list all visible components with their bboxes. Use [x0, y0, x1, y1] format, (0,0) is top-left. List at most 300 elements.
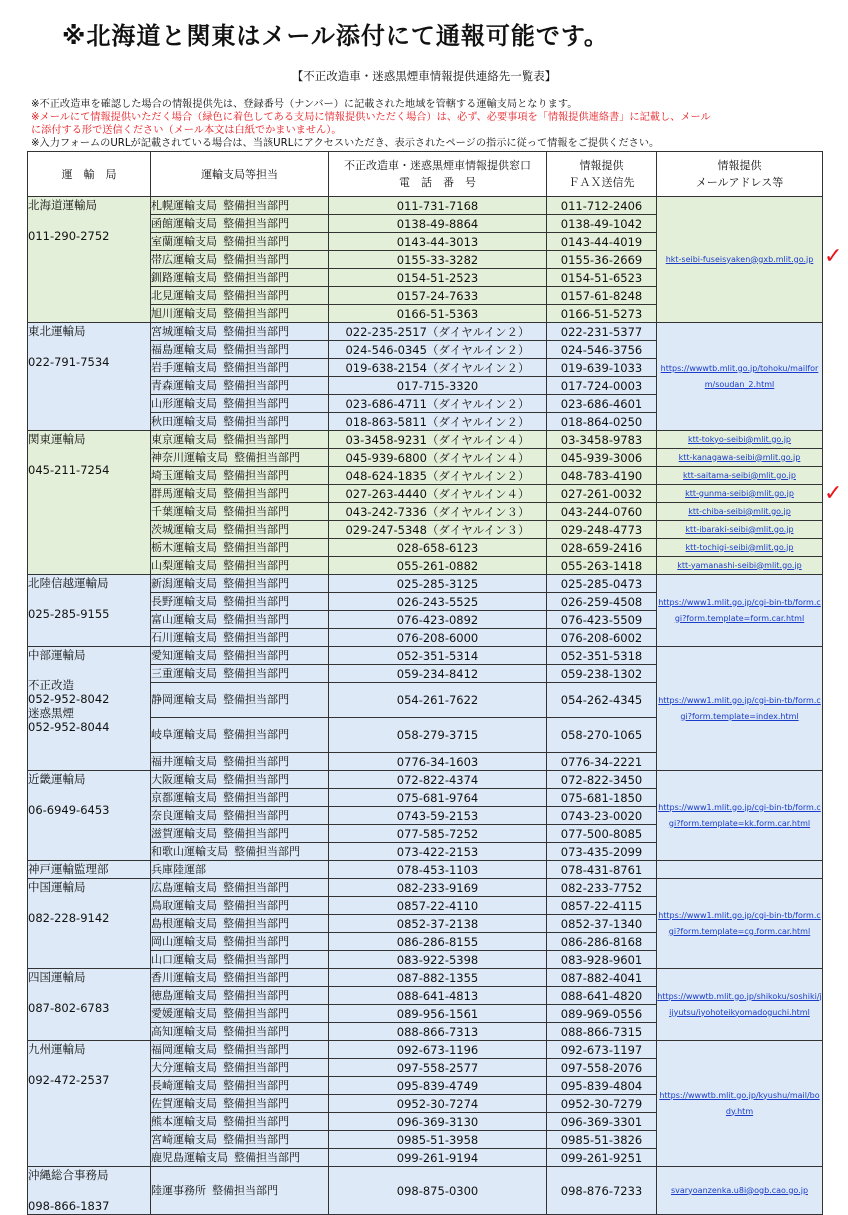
fax-cell: 017-724-0003: [547, 377, 657, 395]
branch-dept: 整備担当部門: [223, 324, 289, 338]
tel-cell: 048-624-1835（ダイヤルイン２）: [329, 467, 547, 485]
branch-dept: 整備担当部門: [223, 306, 289, 320]
branch-name: 山形運輸支局: [151, 396, 217, 410]
tel-cell: 075-681-9764: [329, 789, 547, 807]
fax-cell: 072-822-3450: [547, 771, 657, 789]
fax-cell: 018-864-0250: [547, 413, 657, 431]
branch-cell: [151, 593, 329, 611]
table-row: [28, 879, 823, 897]
branch-name: 千葉運輸支局: [151, 504, 217, 518]
branch-name: 滋賀運輸支局: [151, 826, 217, 840]
fax-cell: 011-712-2406: [547, 197, 657, 215]
table-row: [28, 197, 823, 215]
branch-cell: [151, 485, 329, 503]
branch-name: 新潟運輸支局: [151, 576, 217, 590]
header-fax: [547, 152, 657, 197]
email-link[interactable]: ktt-chiba-seibi@mlit.go.jp: [657, 503, 823, 521]
fax-cell: 019-639-1033: [547, 359, 657, 377]
branch-dept: 整備担当部門: [223, 1042, 289, 1056]
branch-cell: [151, 753, 329, 771]
tel-cell: 087-882-1355: [329, 969, 547, 987]
fax-cell: 086-286-8168: [547, 933, 657, 951]
tel-cell: 095-839-4749: [329, 1077, 547, 1095]
fax-cell: 052-351-5318: [547, 647, 657, 665]
bureau-cell: [28, 323, 151, 431]
branch-dept: 整備担当部門: [223, 666, 289, 680]
fax-cell: 048-783-4190: [547, 467, 657, 485]
branch-cell: [151, 197, 329, 215]
bureau-phone: 06-6949-6453: [28, 803, 110, 817]
branch-dept: 整備担当部門: [223, 540, 289, 554]
bureau-phone: 098-866-1837: [28, 1199, 110, 1213]
branch-name: 大阪運輸支局: [151, 772, 217, 786]
tel-cell: 096-369-3130: [329, 1113, 547, 1131]
branch-cell: [151, 825, 329, 843]
bureau-cell: [28, 771, 151, 861]
branch-dept: 整備担当部門: [223, 648, 289, 662]
branch-dept: 整備担当部門: [223, 1132, 289, 1146]
header-email: [657, 152, 823, 197]
branch-cell: [151, 771, 329, 789]
note-email-2: に添付する形で送信ください（メール本文は白紙でかまいません）。: [31, 125, 342, 136]
branch-name: 陸運事務所: [151, 1183, 206, 1197]
branch-dept: 整備担当部門: [223, 728, 289, 741]
fax-cell: 082-233-7752: [547, 879, 657, 897]
fax-cell: 045-939-3006: [547, 449, 657, 467]
tel-cell: 058-279-3715: [329, 718, 547, 753]
fax-cell: 059-238-1302: [547, 665, 657, 683]
tel-cell: 0857-22-4110: [329, 897, 547, 915]
branch-cell: [151, 879, 329, 897]
contact-link[interactable]: svaryoanzenka.u8i@ogb.cao.go.jp: [657, 1167, 823, 1215]
tel-cell: 011-731-7168: [329, 197, 547, 215]
fax-cell: 088-641-4820: [547, 987, 657, 1005]
branch-cell: [151, 718, 329, 753]
tel-cell: 052-351-5314: [329, 647, 547, 665]
branch-dept: 整備担当部門: [223, 288, 289, 302]
fax-cell: 024-546-3756: [547, 341, 657, 359]
branch-dept: 整備担当部門: [223, 522, 289, 536]
tel-cell: 0852-37-2138: [329, 915, 547, 933]
tel-cell: 083-922-5398: [329, 951, 547, 969]
branch-name: 鹿児島運輸支局: [151, 1150, 228, 1164]
branch-name: 福島運輸支局: [151, 342, 217, 356]
table-header-row: [28, 152, 823, 197]
tel-cell: 0138-49-8864: [329, 215, 547, 233]
tel-cell: 076-423-0892: [329, 611, 547, 629]
email-link[interactable]: ktt-tokyo-seibi@mlit.go.jp: [657, 431, 823, 449]
header-branch: 運輸支局等担当: [151, 152, 329, 197]
branch-name: 室蘭運輸支局: [151, 234, 217, 248]
email-link[interactable]: ktt-kanagawa-seibi@mlit.go.jp: [657, 449, 823, 467]
branch-cell: [151, 233, 329, 251]
table-row: [28, 771, 823, 789]
branch-cell: [151, 539, 329, 557]
branch-dept: 整備担当部門: [223, 198, 289, 212]
branch-name: 香川運輸支局: [151, 970, 217, 984]
header-tel-line1: 不正改造車・迷惑黒煙車情報提供窓口: [344, 159, 531, 172]
contact-table: [27, 151, 823, 1215]
fax-cell: 087-882-4041: [547, 969, 657, 987]
tel-cell: 0157-24-7633: [329, 287, 547, 305]
branch-name: 函館運輸支局: [151, 216, 217, 230]
fax-cell: 029-248-4773: [547, 521, 657, 539]
branch-dept: 整備担当部門: [223, 826, 289, 840]
branch-name: 京都運輸支局: [151, 790, 217, 804]
tel-cell: 045-939-6800（ダイヤルイン４）: [329, 449, 547, 467]
branch-cell: [151, 1131, 329, 1149]
tel-cell: 029-247-5348（ダイヤルイン３）: [329, 521, 547, 539]
bureau-phone: 045-211-7254: [28, 463, 110, 477]
branch-name: 青森運輸支局: [151, 378, 217, 392]
fax-cell: 043-244-0760: [547, 503, 657, 521]
tel-cell: 026-243-5525: [329, 593, 547, 611]
fax-cell: 0157-61-8248: [547, 287, 657, 305]
branch-name: 帯広運輸支局: [151, 252, 217, 266]
bureau-cell: [28, 879, 151, 969]
fax-cell: 096-369-3301: [547, 1113, 657, 1131]
branch-dept: 整備担当部門: [223, 772, 289, 786]
branch-cell: [151, 341, 329, 359]
tel-cell: 088-641-4813: [329, 987, 547, 1005]
page-headline: ※北海道と関東はメール添付にて通報可能です。: [62, 22, 609, 50]
fax-cell: 054-262-4345: [547, 683, 657, 718]
branch-dept: 整備担当部門: [223, 270, 289, 284]
tel-cell: 098-875-0300: [329, 1167, 547, 1215]
tel-cell: 03-3458-9231（ダイヤルイン４）: [329, 431, 547, 449]
branch-cell: [151, 575, 329, 593]
branch-dept: 整備担当部門: [223, 1096, 289, 1110]
branch-dept: 整備担当部門: [223, 468, 289, 482]
tel-cell: 028-658-6123: [329, 539, 547, 557]
contact-link[interactable]: https://www1.mlit.go.jp/cgi-bin-tb/form.cgi?form.template=cg.form.car.html: [657, 879, 823, 969]
fax-cell: 095-839-4804: [547, 1077, 657, 1095]
bureau-name: 北陸信越運輸局: [28, 576, 109, 590]
branch-cell: [151, 1059, 329, 1077]
table-row: [28, 647, 823, 665]
branch-dept: 整備担当部門: [223, 808, 289, 822]
branch-name: 愛知運輸支局: [151, 648, 217, 662]
branch-name: 奈良運輸支局: [151, 808, 217, 822]
fax-cell: 078-431-8761: [547, 861, 657, 879]
header-tel: [329, 152, 547, 197]
branch-name: 長崎運輸支局: [151, 1078, 217, 1092]
branch-name: 兵庫陸運部: [151, 862, 206, 876]
fax-cell: 0776-34-2221: [547, 753, 657, 771]
branch-dept: 整備担当部門: [234, 1150, 300, 1164]
fax-cell: 076-423-5509: [547, 611, 657, 629]
branch-name: 福岡運輸支局: [151, 1042, 217, 1056]
branch-cell: [151, 897, 329, 915]
bureau-name: 中部運輸局: [28, 648, 86, 662]
tel-cell: 022-235-2517（ダイヤルイン２）: [329, 323, 547, 341]
table-row: [28, 861, 823, 879]
branch-name: 高知運輸支局: [151, 1024, 217, 1038]
bureau-cell: [28, 1167, 151, 1215]
contact-link[interactable]: https://wwwtb.mlit.go.jp/tohoku/mailform/soudan_2.html: [657, 323, 823, 431]
contact-link[interactable]: https://wwwtb.mlit.go.jp/shikoku/soshiki/jijyutsu/iyohoteikyomadoguchi.html: [657, 969, 823, 1041]
branch-cell: [151, 951, 329, 969]
fax-cell: 083-928-9601: [547, 951, 657, 969]
branch-name: 釧路運輸支局: [151, 270, 217, 284]
branch-name: 群馬運輸支局: [151, 486, 217, 500]
branch-name: 秋田運輸支局: [151, 414, 217, 428]
fax-cell: 023-686-4601: [547, 395, 657, 413]
branch-cell: [151, 251, 329, 269]
tel-cell: 019-638-2154（ダイヤルイン２）: [329, 359, 547, 377]
branch-dept: 整備担当部門: [223, 693, 289, 706]
branch-cell: [151, 431, 329, 449]
contact-link[interactable]: https://wwwtb.mlit.go.jp/kyushu/mail/body.htm: [657, 1041, 823, 1167]
branch-name: 静岡運輸支局: [151, 693, 217, 706]
tel-cell: 078-453-1103: [329, 861, 547, 879]
branch-dept: 整備担当部門: [223, 378, 289, 392]
branch-name: 岐阜運輸支局: [151, 728, 217, 741]
fax-cell: 0743-23-0020: [547, 807, 657, 825]
branch-cell: [151, 1095, 329, 1113]
tel-cell: 027-263-4440（ダイヤルイン４）: [329, 485, 547, 503]
branch-cell: [151, 987, 329, 1005]
email-link[interactable]: ktt-yamanashi-seibi@mlit.go.jp: [657, 557, 823, 575]
branch-cell: [151, 287, 329, 305]
branch-name: 石川運輸支局: [151, 630, 217, 644]
bureau-cell: [28, 969, 151, 1041]
bureau-name: 関東運輸局: [28, 432, 86, 446]
branch-dept: 整備担当部門: [223, 790, 289, 804]
header-email-line2: メールアドレス等: [695, 176, 784, 189]
check-mark-icon: ✓: [824, 244, 843, 269]
table-row: [28, 969, 823, 987]
branch-cell: [151, 789, 329, 807]
branch-name: 三重運輸支局: [151, 666, 217, 680]
fax-cell: 026-259-4508: [547, 593, 657, 611]
bureau-extra: 不正改造: [28, 678, 74, 692]
bureau-name: 沖縄総合事務局: [28, 1168, 109, 1182]
branch-name: 和歌山運輸支局: [151, 844, 228, 858]
table-title: 【不正改造車・迷惑黒煙車情報提供連絡先一覧表】: [291, 69, 557, 83]
branch-name: 神奈川運輸支局: [151, 450, 228, 464]
table-row: [28, 431, 823, 449]
tel-cell: 088-866-7313: [329, 1023, 547, 1041]
branch-cell: [151, 861, 329, 879]
branch-cell: [151, 359, 329, 377]
branch-cell: [151, 665, 329, 683]
notes: [31, 98, 711, 150]
fax-cell: 025-285-0473: [547, 575, 657, 593]
contact-link[interactable]: hkt-seibi-fuseisyaken@gxb.mlit.go.jp: [657, 197, 823, 323]
branch-cell: [151, 1167, 329, 1215]
bureau-phone: 082-228-9142: [28, 911, 110, 925]
branch-dept: 整備担当部門: [223, 1006, 289, 1020]
tel-cell: 0952-30-7274: [329, 1095, 547, 1113]
branch-name: 札幌運輸支局: [151, 198, 217, 212]
branch-cell: [151, 933, 329, 951]
tel-cell: 082-233-9169: [329, 879, 547, 897]
email-link[interactable]: ktt-gunma-seibi@mlit.go.jp: [657, 485, 823, 503]
tel-cell: 097-558-2577: [329, 1059, 547, 1077]
fax-cell: 077-500-8085: [547, 825, 657, 843]
branch-name: 富山運輸支局: [151, 612, 217, 626]
branch-dept: 整備担当部門: [223, 1114, 289, 1128]
fax-cell: 0166-51-5273: [547, 305, 657, 323]
fax-cell: 073-435-2099: [547, 843, 657, 861]
header-bureau: 運 輸 局: [28, 152, 151, 197]
tel-cell: 076-208-6000: [329, 629, 547, 647]
branch-name: 東京運輸支局: [151, 432, 217, 446]
bureau-name: 四国運輸局: [28, 970, 86, 984]
branch-dept: 整備担当部門: [223, 486, 289, 500]
tel-cell: 086-286-8155: [329, 933, 547, 951]
contact-link[interactable]: https://www1.mlit.go.jp/cgi-bin-tb/form.cgi?form.template=kk.form.car.html: [657, 771, 823, 861]
branch-dept: 整備担当部門: [223, 252, 289, 266]
branch-name: 岩手運輸支局: [151, 360, 217, 374]
branch-dept: 整備担当部門: [234, 844, 300, 858]
branch-cell: [151, 449, 329, 467]
header-fax-line2: ＦＡＸ送信先: [568, 176, 635, 189]
bureau-phone: 087-802-6783: [28, 1001, 110, 1015]
bureau-extra: 迷惑黒煙: [28, 706, 74, 720]
branch-dept: 整備担当部門: [234, 450, 300, 464]
branch-name: 長野運輸支局: [151, 594, 217, 608]
branch-dept: 整備担当部門: [223, 1024, 289, 1038]
bureau-name: 北海道運輸局: [28, 198, 97, 212]
branch-dept: 整備担当部門: [223, 216, 289, 230]
branch-cell: [151, 969, 329, 987]
tel-cell: 072-822-4374: [329, 771, 547, 789]
fax-cell: 075-681-1850: [547, 789, 657, 807]
branch-name: 岡山運輸支局: [151, 934, 217, 948]
fax-cell: 0143-44-4019: [547, 233, 657, 251]
bureau-cell: [28, 575, 151, 647]
fax-cell: 098-876-7233: [547, 1167, 657, 1215]
check-mark-icon: ✓: [824, 481, 843, 506]
fax-cell: 076-208-6002: [547, 629, 657, 647]
fax-cell: 022-231-5377: [547, 323, 657, 341]
branch-dept: 整備担当部門: [223, 594, 289, 608]
branch-dept: 整備担当部門: [223, 952, 289, 966]
branch-cell: [151, 1149, 329, 1167]
email-link[interactable]: ktt-tochigi-seibi@mlit.go.jp: [657, 539, 823, 557]
table-row: [28, 323, 823, 341]
tel-cell: 059-234-8412: [329, 665, 547, 683]
tel-cell: 025-285-3125: [329, 575, 547, 593]
tel-cell: 055-261-0882: [329, 557, 547, 575]
fax-cell: 088-866-7315: [547, 1023, 657, 1041]
branch-dept: 整備担当部門: [223, 414, 289, 428]
tel-cell: 0743-59-2153: [329, 807, 547, 825]
branch-dept: 整備担当部門: [223, 234, 289, 248]
contact-link[interactable]: [657, 861, 823, 879]
branch-name: 北見運輸支局: [151, 288, 217, 302]
branch-name: 埼玉運輸支局: [151, 468, 217, 482]
branch-name: 大分運輸支局: [151, 1060, 217, 1074]
bureau-cell: [28, 1041, 151, 1167]
tel-cell: 0776-34-1603: [329, 753, 547, 771]
branch-dept: 整備担当部門: [223, 360, 289, 374]
fax-cell: 0154-51-6523: [547, 269, 657, 287]
branch-cell: [151, 323, 329, 341]
branch-name: 旭川運輸支局: [151, 306, 217, 320]
tel-cell: 0155-33-3282: [329, 251, 547, 269]
tel-cell: 0154-51-2523: [329, 269, 547, 287]
bureau-phone: 025-285-9155: [28, 607, 110, 621]
header-fax-line1: 情報提供: [579, 159, 624, 172]
branch-cell: [151, 647, 329, 665]
branch-name: 山梨運輸支局: [151, 558, 217, 572]
branch-dept: 整備担当部門: [223, 1078, 289, 1092]
contact-link[interactable]: https://www1.mlit.go.jp/cgi-bin-tb/form.cgi?form.template=index.html: [657, 647, 823, 771]
branch-dept: 整備担当部門: [223, 342, 289, 356]
tel-cell: 0985-51-3958: [329, 1131, 547, 1149]
branch-name: 島根運輸支局: [151, 916, 217, 930]
fax-cell: 0138-49-1042: [547, 215, 657, 233]
branch-dept: 整備担当部門: [223, 880, 289, 894]
branch-cell: [151, 1023, 329, 1041]
branch-dept: 整備担当部門: [223, 1060, 289, 1074]
email-link[interactable]: ktt-ibaraki-seibi@mlit.go.jp: [657, 521, 823, 539]
branch-cell: [151, 269, 329, 287]
branch-cell: [151, 843, 329, 861]
fax-cell: 0985-51-3826: [547, 1131, 657, 1149]
branch-cell: [151, 629, 329, 647]
fax-cell: 0155-36-2669: [547, 251, 657, 269]
tel-cell: 092-673-1196: [329, 1041, 547, 1059]
note-jurisdiction: ※不正改造車を確認した場合の情報提供先は、登録番号（ナンバー）に記載された地域を管轄する運輸支局となります。: [31, 99, 578, 110]
table-row: [28, 1041, 823, 1059]
fax-cell: 092-673-1197: [547, 1041, 657, 1059]
contact-link[interactable]: https://www1.mlit.go.jp/cgi-bin-tb/form.cgi?form.template=form.car.html: [657, 575, 823, 647]
branch-cell: [151, 503, 329, 521]
tel-cell: 0143-44-3013: [329, 233, 547, 251]
fax-cell: 0852-37-1340: [547, 915, 657, 933]
branch-name: 福井運輸支局: [151, 754, 217, 768]
branch-dept: 整備担当部門: [223, 432, 289, 446]
bureau-name: 神戸運輸監理部: [28, 862, 109, 876]
bureau-name: 近畿運輸局: [28, 772, 86, 786]
tel-cell: 0166-51-5363: [329, 305, 547, 323]
tel-cell: 043-242-7336（ダイヤルイン３）: [329, 503, 547, 521]
fax-cell: 089-969-0556: [547, 1005, 657, 1023]
table-row: [28, 1167, 823, 1215]
bureau-cell: [28, 197, 151, 323]
branch-dept: 整備担当部門: [223, 396, 289, 410]
bureau-cell: [28, 861, 151, 879]
bureau-name: 中国運輸局: [28, 880, 86, 894]
header-email-line1: 情報提供: [717, 159, 762, 172]
branch-cell: [151, 611, 329, 629]
branch-dept: 整備担当部門: [223, 754, 289, 768]
tel-cell: 099-261-9194: [329, 1149, 547, 1167]
branch-dept: 整備担当部門: [223, 934, 289, 948]
fax-cell: 058-270-1065: [547, 718, 657, 753]
email-link[interactable]: ktt-saitama-seibi@mlit.go.jp: [657, 467, 823, 485]
fax-cell: 055-263-1418: [547, 557, 657, 575]
branch-cell: [151, 413, 329, 431]
tel-cell: 018-863-5811（ダイヤルイン２）: [329, 413, 547, 431]
bureau-cell: [28, 647, 151, 771]
branch-dept: 整備担当部門: [223, 988, 289, 1002]
branch-cell: [151, 1077, 329, 1095]
tel-cell: 073-422-2153: [329, 843, 547, 861]
tel-cell: 017-715-3320: [329, 377, 547, 395]
tel-cell: 023-686-4711（ダイヤルイン２）: [329, 395, 547, 413]
branch-dept: 整備担当部門: [223, 576, 289, 590]
branch-name: 茨城運輸支局: [151, 522, 217, 536]
fax-cell: 0857-22-4115: [547, 897, 657, 915]
branch-cell: [151, 683, 329, 718]
note-email-1: ※メールにて情報提供いただく場合（緑色に着色してある支局に情報提供いただく場合）は、必ず、必要事項を「情報提供連絡書」に記載し、メール: [31, 112, 711, 123]
branch-name: 宮城運輸支局: [151, 324, 217, 338]
